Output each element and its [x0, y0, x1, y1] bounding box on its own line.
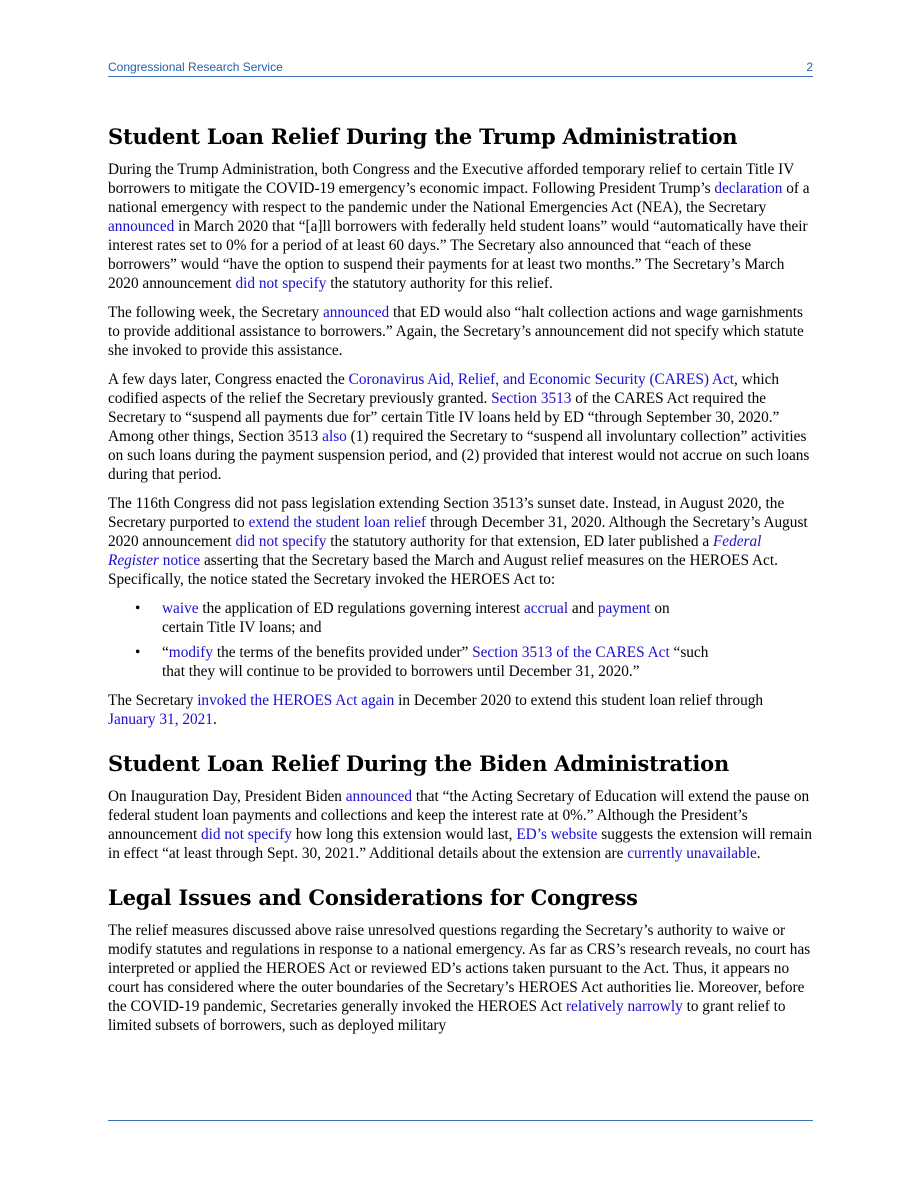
text: (1) required the Secretary to “suspend all involuntary collection” activities on such loans during the payment suspension period, and (2) provided that interest would not accrue on such loans during that period.: [108, 428, 810, 483]
link-section-3513-cares[interactable]: Section 3513 of the CARES Act: [472, 644, 670, 661]
section-gap: [108, 873, 814, 885]
text: the terms of the benefits provided under”: [213, 644, 473, 661]
list-item: [162, 599, 814, 637]
text: the application of ED regulations governing interest: [198, 600, 524, 617]
paragraph: [108, 160, 814, 293]
link-declaration[interactable]: declaration: [714, 180, 783, 197]
text: on certain Title IV loans; and: [162, 600, 670, 636]
link-payment[interactable]: payment: [597, 600, 651, 617]
text: suggests the extension will remain in effect “at least through Sept. 30, 2021.” Additional details about the extension are: [108, 826, 813, 862]
text: that ED would also “halt collection actions and wage garnishments to provide additional assistance to borrowers.” Again, the Secretary’s announcement did not specify which statute she invoked to provide this assistance.: [108, 304, 804, 359]
link-announced[interactable]: announced: [322, 304, 390, 321]
text: On Inauguration Day, President Biden: [108, 788, 346, 805]
link-announced[interactable]: announced: [108, 218, 175, 235]
text: During the Trump Administration, both Congress and the Executive afforded temporary relief to certain Title IV borrowers to mitigate the COVID-19 emergency’s economic impact. Following President Trump’s: [108, 161, 794, 197]
link-waive[interactable]: waive: [162, 600, 199, 617]
text: .: [756, 845, 761, 862]
page-number: 2: [806, 60, 813, 74]
text: asserting that the Secretary based the March and August relief measures on the HEROES Act. Specifically, the notice stated the Secretary invoked the HEROES Act to:: [108, 552, 778, 588]
text: the statutory authority for that extension, ED later published a: [326, 533, 713, 550]
list-item: [162, 643, 814, 681]
text: of the CARES Act required the Secretary to “suspend all payments due for” certain Title IV loans held by ED “through September 30, 2020.” Among other things, Section 3513: [108, 390, 780, 445]
section-heading-trump: Student Loan Relief During the Trump Administration: [108, 124, 738, 149]
link-heroes-act-again[interactable]: invoked the HEROES Act again: [197, 692, 395, 709]
document-body: [108, 124, 814, 1045]
text: The following week, the Secretary: [108, 304, 323, 321]
text: in December 2020 to extend this student loan relief through: [394, 692, 764, 709]
paragraph: [108, 303, 814, 360]
link-currently-unavailable[interactable]: currently unavailable: [627, 845, 757, 862]
text: and: [568, 600, 598, 617]
link-ed-website[interactable]: ED’s website: [516, 826, 598, 843]
text: “such that they will continue to be provided to borrowers until December 31, 2020.”: [162, 644, 709, 680]
text: The Secretary: [108, 692, 198, 709]
footer-rule: [108, 1120, 813, 1121]
link-text-italic: Federal Register: [108, 533, 762, 569]
link-cares-act[interactable]: Coronavirus Aid, Relief, and Economic Security (CARES) Act: [348, 371, 735, 388]
link-relatively-narrowly[interactable]: relatively narrowly: [565, 998, 683, 1015]
text: through December 31, 2020. Although the Secretary’s August 2020 announcement: [108, 514, 808, 550]
text: of a national emergency with respect to the pandemic under the National Emergencies Act (NEA), the Secretary: [108, 180, 810, 216]
paragraph: [108, 494, 814, 589]
link-also[interactable]: also: [322, 428, 347, 445]
section-gap: [108, 739, 814, 751]
link-january-31-2021[interactable]: January 31, 2021: [108, 711, 213, 728]
link-did-not-specify[interactable]: did not specify: [235, 533, 327, 550]
text: The relief measures discussed above raise unresolved questions regarding the Secretary’s authority to waive or modify statutes and regulations in response to a national emergency. As far as CRS’s research reveals, no court has interpreted or applied the HEROES Act or reviewed ED’s actions taken pursuant to the Act. Thus, it appears no court has considered where the outer boundaries of the Secretary’s HEROES Act authorities lie. Moreover, before the COVID-19 pandemic, Secretaries generally invoked the HEROES Act: [108, 922, 811, 1015]
section-heading-legal-issues: Legal Issues and Considerations for Congress: [108, 885, 638, 910]
text: The 116th Congress did not pass legislation extending Section 3513’s sunset date. Instead, in August 2020, the Secretary purported to: [108, 495, 785, 531]
link-section-3513[interactable]: Section 3513: [491, 390, 572, 407]
link-modify[interactable]: modify: [168, 644, 213, 661]
link-accrual[interactable]: accrual: [523, 600, 569, 617]
text: , which codified aspects of the relief the Secretary previously granted.: [108, 371, 780, 407]
paragraph: [108, 921, 814, 1035]
text: to grant relief to limited subsets of borrowers, such as deployed military: [108, 998, 786, 1034]
paragraph: [108, 787, 814, 863]
text: .: [212, 711, 217, 728]
text: A few days later, Congress enacted the: [108, 371, 349, 388]
paragraph: [108, 370, 814, 484]
text: how long this extension would last,: [291, 826, 517, 843]
link-announced[interactable]: announced: [345, 788, 413, 805]
header-publisher: Congressional Research Service: [108, 60, 283, 74]
paragraph: [108, 691, 814, 729]
bullet-list: [108, 599, 814, 681]
page-header: [108, 58, 813, 77]
link-did-not-specify[interactable]: did not specify: [235, 275, 327, 292]
section-heading-biden: Student Loan Relief During the Biden Administration: [108, 751, 730, 776]
text: the statutory authority for this relief.: [326, 275, 553, 292]
text: “: [162, 644, 169, 661]
text: that “the Acting Secretary of Education will extend the pause on federal student loan payments and collections and keep the interest rate at 0%.” Although the President’s announcement: [108, 788, 810, 843]
link-did-not-specify[interactable]: did not specify: [201, 826, 292, 843]
link-text: notice: [158, 552, 201, 569]
text: in March 2020 that “[a]ll borrowers with federally held student loans” would “automatically have their interest rates set to 0% for a period of at least 60 days.” The Secretary also announced that “each of these borrowers” would “have the option to suspend their payments for at least two months.” The Secretary’s March 2020 announcement: [108, 218, 808, 292]
link-extend-relief[interactable]: extend the student loan relief: [248, 514, 427, 531]
